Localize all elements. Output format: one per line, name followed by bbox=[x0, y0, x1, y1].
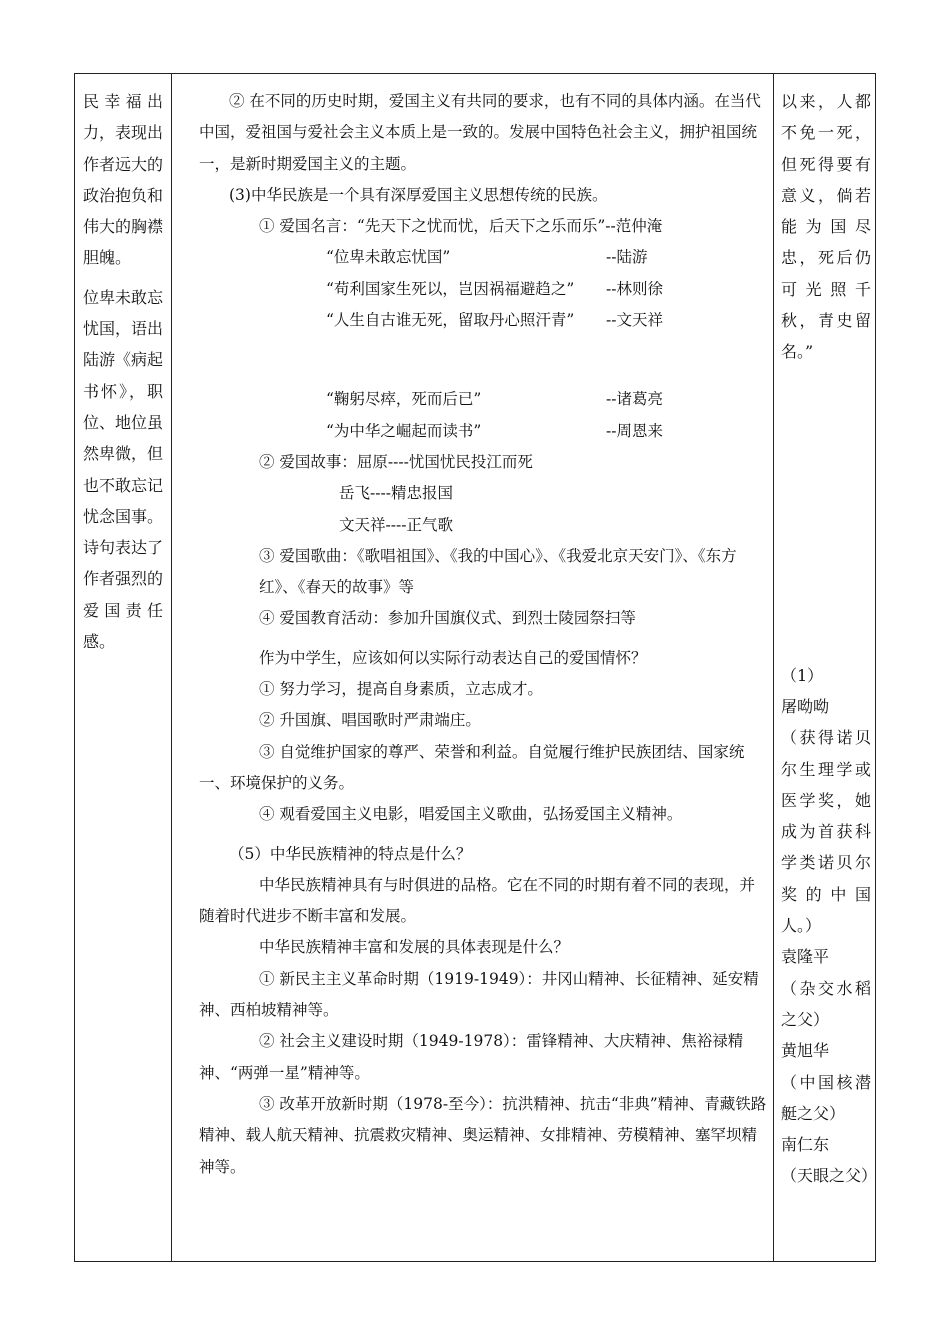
right-note-line: （杂交水稻之父） bbox=[781, 978, 871, 1029]
notes-table bbox=[74, 73, 876, 1262]
right-note-line: 袁隆平 bbox=[781, 947, 830, 967]
body-paragraph: ② 在不同的历史时期，爱国主义有共同的要求，也有不同的具体内涵。在当代中国，爱祖国与爱社会主义本质上是一致的。发展中国特色社会主义，拥护祖国统一，是新时期爱国主义的主题。 bbox=[199, 92, 761, 173]
right-annotation-column bbox=[773, 74, 877, 1261]
story-line: 文天祥----正气歌 bbox=[339, 515, 453, 534]
action-item: ① 努力学习，提高自身素质，立志成才。 bbox=[259, 680, 543, 699]
quote-source: --文天祥 bbox=[606, 311, 663, 330]
quote-text: “人生自古谁无死，留取丹心照汗青” bbox=[326, 311, 575, 330]
left-note: 民幸福出力，表现出作者远大的政治抱负和伟大的胸襟胆魄。 bbox=[83, 92, 164, 268]
action-item: ③ 自觉维护国家的尊严、荣誉和利益。自觉履行维护民族团结、国家统一、环境保护的义务。 bbox=[199, 742, 745, 792]
right-note-line: （中国核潜艇之父） bbox=[781, 1072, 871, 1123]
section-question: （5）中华民族精神的特点是什么？ bbox=[229, 844, 472, 863]
period-item: ② 社会主义建设时期（1949-1978）：雷锋精神、大庆精神、焦裕禄精神、“两弹一星”精神等。 bbox=[199, 1032, 744, 1082]
quote-text: “为中华之崛起而读书” bbox=[326, 421, 482, 440]
period-item: ③ 改革开放新时期（1978-至今）：抗洪精神、抗击“非典”精神、青藏铁路精神、载人航天精神、抗震救灾精神、奥运精神、女排精神、劳模精神、塞罕坝精神等。 bbox=[199, 1094, 767, 1176]
quote-line bbox=[199, 384, 767, 415]
story-line: 岳飞----精忠报国 bbox=[339, 484, 453, 503]
right-note-line: （天眼之父） bbox=[781, 1166, 878, 1186]
section-heading: (3)中华民族是一个具有深厚爱国主义思想传统的民族。 bbox=[229, 185, 608, 204]
action-item: ④ 观看爱国主义电影，唱爱国主义歌曲，弘扬爱国主义精神。 bbox=[259, 805, 683, 824]
quote-source: --林则徐 bbox=[606, 279, 663, 298]
quote-text: “苟利国家生死以，岂因祸福避趋之” bbox=[326, 279, 575, 298]
right-note-line: 屠呦呦 bbox=[781, 696, 830, 716]
left-note: 位卑未敢忘忧国，语出陆游《病起书怀》，职位、地位虽然卑微，但也不敢忘记忧念国事。诗句表达了作者强烈的爱国责任感。 bbox=[83, 287, 164, 652]
right-note-line: （获得诺贝尔生理学或医学奖，她成为首获科学类诺贝尔奖的中国人。） bbox=[781, 728, 871, 936]
left-annotation-column bbox=[75, 74, 171, 1261]
quote-text: “鞠躬尽瘁，死而后已” bbox=[326, 390, 482, 409]
right-note-line: 黄旭华 bbox=[781, 1041, 830, 1061]
body-paragraph: 中华民族精神具有与时俱进的品格。它在不同的时期有着不同的表现，并随着时代进步不断丰富和发展。 bbox=[199, 875, 756, 926]
right-note: 以来，人都不免一死，但死得要有意义，倘若能为国尽忠，死后仍可光照千秋，青史留名。” bbox=[781, 92, 871, 362]
right-note-line: （1） bbox=[781, 665, 824, 685]
section-question: 中华民族精神丰富和发展的具体表现是什么？ bbox=[259, 938, 570, 957]
quote-line bbox=[199, 416, 767, 447]
quote-line bbox=[199, 242, 767, 273]
quote-text: “位卑未敢忘忧国” bbox=[326, 248, 451, 267]
main-content-column bbox=[171, 74, 773, 1261]
quote-line bbox=[199, 274, 767, 305]
right-note-line: 南仁东 bbox=[781, 1135, 830, 1155]
quote-line bbox=[199, 305, 767, 336]
action-item: ② 升国旗、唱国歌时严肃端庄。 bbox=[259, 711, 481, 730]
quote-source: --周恩来 bbox=[606, 421, 663, 440]
quote-source: --诸葛亮 bbox=[606, 390, 663, 409]
quote-source: --陆游 bbox=[606, 248, 648, 267]
period-item: ① 新民主主义革命时期（1919-1949）：井冈山精神、长征精神、延安精神、西柏坡精神等。 bbox=[199, 969, 759, 1020]
activities-line: ④ 爱国教育活动：参加升国旗仪式、到烈士陵园祭扫等 bbox=[259, 609, 636, 628]
quotes-intro: ① 爱国名言：“先天下之忧而忧，后天下之乐而乐”--范仲淹 bbox=[259, 217, 663, 236]
songs-line: ③ 爱国歌曲：《歌唱祖国》、《我的中国心》、《我爱北京天安门》、《东方红》、《春天的故事》等 bbox=[259, 546, 737, 597]
story-intro: ② 爱国故事：屈原----忧国忧民投江而死 bbox=[259, 452, 533, 471]
student-question: 作为中学生，应该如何以实际行动表达自己的爱国情怀？ bbox=[259, 648, 647, 667]
